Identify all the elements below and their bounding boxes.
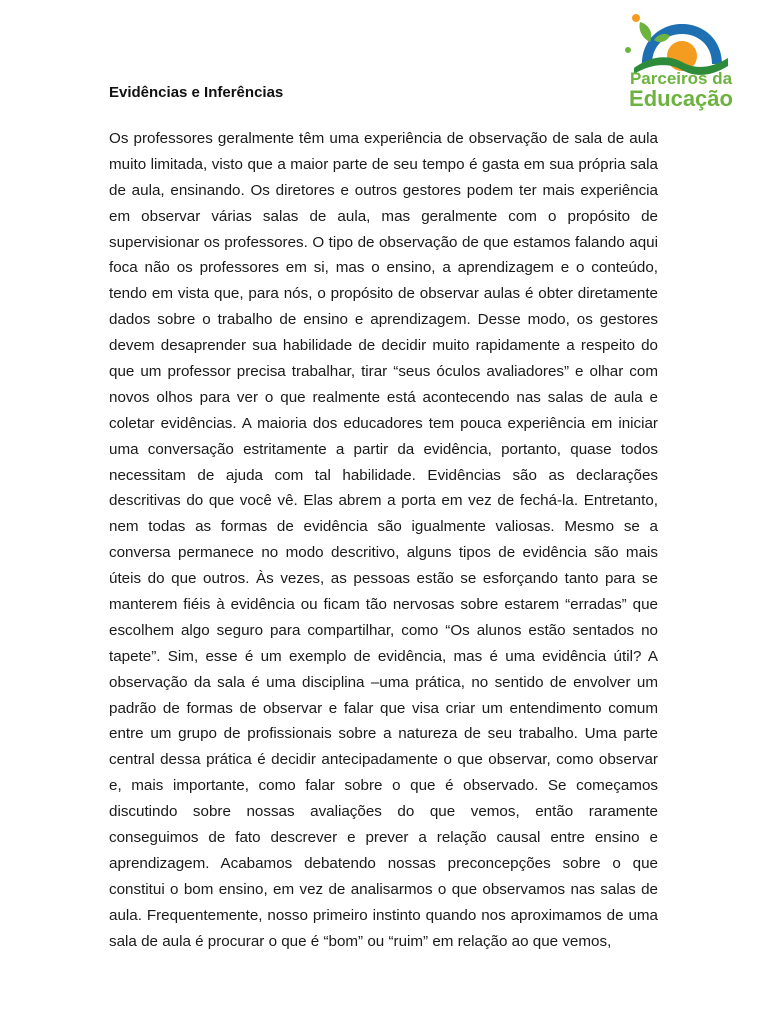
- paragraph-line: e, mais importante, como falar sobre o que é observado. Se começamos: [109, 777, 658, 795]
- paragraph-line: devem desaprender sua habilidade de decidir muito rapidamente a respeito do: [109, 337, 658, 355]
- logo-line2: Educação: [629, 86, 733, 111]
- paragraph-line: de aula, ensinando. Os diretores e outros gestores podem ter mais experiência: [109, 181, 658, 199]
- paragraph-line: descritivas do que você vê. Elas abrem a porta em vez de fechá-la. Entretanto,: [109, 492, 658, 510]
- paragraph-line: coletar evidências. A maioria dos educadores tem pouca experiência em iniciar: [109, 414, 658, 432]
- paragraph-line: manterem fiéis à evidência ou ficam tão nervosas sobre estarem “erradas” que: [109, 596, 658, 614]
- paragraph-line: uma conversação estritamente a partir da evidência, portanto, quase todos: [109, 440, 658, 458]
- paragraph-line: que um professor precisa trabalhar, tirar “seus óculos avaliadores” e olhar com: [109, 363, 658, 381]
- paragraph-line: tapete”. Sim, esse é um exemplo de evidência, mas é uma evidência útil? A: [109, 647, 658, 665]
- parceiros-da-educacao-logo: [620, 12, 742, 112]
- paragraph-line: muito limitada, visto que a maior parte de seu tempo é gasta em sua própria sala: [109, 155, 658, 173]
- paragraph-line: padrão de formas de observar e falar que visa criar um entendimento comum: [109, 699, 658, 717]
- paragraph-line: conversa permanece no modo descritivo, alguns tipos de evidência são mais: [109, 544, 658, 562]
- paragraph-line: Os professores geralmente têm uma experiência de observação de sala de aula: [109, 130, 658, 147]
- logo-graphic: [620, 12, 742, 112]
- paragraph-line: úteis do que outros. Às vezes, as pessoas estão se esforçando tanto para se: [109, 570, 658, 588]
- paragraph-line: nem todas as formas de evidência são igualmente valiosas. Mesmo se a: [109, 518, 658, 536]
- paragraph-line: aprendizagem. Acabamos debatendo nossas preconcepções sobre o que: [109, 854, 658, 872]
- paragraph-line: novos olhos para ver o que realmente está acontecendo nas salas de aula e: [109, 388, 658, 406]
- paragraph-line: discutindo sobre nossas avaliações do que vemos, então raramente: [109, 803, 658, 821]
- paragraph-line: conseguimos de fato descrever e prever a relação causal entre ensino e: [109, 829, 658, 847]
- paragraph-line: supervisionar os professores. O tipo de observação de que estamos falando aqui: [109, 233, 658, 251]
- paragraph-line: tendo em vista que, para nós, o propósito de observar aulas é obter diretamente: [109, 285, 658, 303]
- paragraph-line: constitui o bom ensino, em vez de analisarmos o que observamos nas salas de: [109, 880, 658, 898]
- body-paragraph: [109, 126, 658, 955]
- paragraph-line: em observar várias salas de aula, mas geralmente com o propósito de: [109, 207, 658, 225]
- paragraph-line: dados sobre o trabalho de ensino e aprendizagem. Desse modo, os gestores: [109, 311, 658, 329]
- logo-line1: Parceiros da: [629, 69, 733, 88]
- paragraph-line: entre um grupo de profissionais sobre a natureza de seu trabalho. Uma parte: [109, 725, 658, 743]
- document-title: Evidências e Inferências: [109, 84, 284, 101]
- paragraph-line: central dessa prática é decidir antecipadamente o que observar, como observar: [109, 751, 658, 769]
- paragraph-line: sala de aula é procurar o que é “bom” ou “ruim” em relação ao que vemos,: [109, 932, 612, 950]
- paragraph-line: necessitam de ajuda com tal habilidade. Evidências são as declarações: [109, 466, 658, 484]
- paragraph-line: aula. Frequentemente, nosso primeiro instinto quando nos aproximamos de uma: [109, 906, 658, 924]
- paragraph-line: observação da sala é uma disciplina –uma prática, no sentido de envolver um: [109, 673, 658, 691]
- paragraph-line: escolhem algo seguro para compartilhar, como “Os alunos estão sentados no: [109, 621, 658, 639]
- paragraph-line: foca não os professores em si, mas o ensino, a aprendizagem e o conteúdo,: [109, 259, 658, 277]
